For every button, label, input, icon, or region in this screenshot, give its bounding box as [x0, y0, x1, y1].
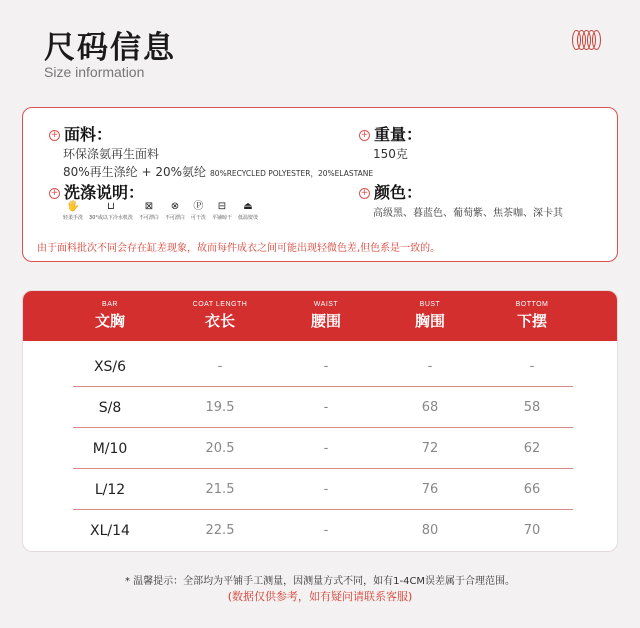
fabric-line2-row: [63, 161, 373, 180]
table-row: M/10 20.5 - 72 62: [73, 429, 573, 469]
dry-clean-icon: Ⓟ: [193, 201, 204, 212]
wash-symbol: ⊔ 30°或以下冷水机洗: [89, 201, 133, 221]
colors-value: 高级黑、暮蓝色、葡萄紫、焦茶咖、深卡其: [373, 208, 563, 219]
low-iron-icon: ⏏: [243, 201, 253, 212]
page-title: 尺码信息: [44, 30, 176, 66]
table-row: S/8 19.5 - 68 58: [73, 388, 573, 428]
wash-symbol: ⊟ 平铺晾干: [211, 201, 232, 221]
measurement-tip: * 温馨提示：全部均为平铺手工测量，因测量方式不同，如有1-4CM误差属于合理范围。: [124, 576, 516, 587]
row-divider: [73, 468, 573, 469]
column-header-coat-length: COAT LENGTH 衣长: [192, 301, 248, 330]
wash-symbol: 🖐 轻柔手洗: [63, 201, 84, 221]
plus-circle-icon: +: [50, 130, 59, 140]
row-divider: [73, 427, 573, 428]
row-divider: [73, 386, 573, 387]
plus-circle-icon: +: [50, 188, 59, 198]
fabric-heading-row: [49, 122, 112, 145]
column-header-bust: BUST 胸围: [414, 301, 445, 330]
color-difference-notice: 由于面料批次不同会存在缸差现象，故而每件成衣之间可能出现轻微色差,但色系是一致的。: [37, 243, 441, 254]
table-row: L/12 21.5 - 76 66: [73, 470, 573, 510]
no-bleach-icon: ⊠: [144, 201, 154, 212]
fabric-line2: 80%再生涤纶 + 20%氨纶: [63, 165, 207, 179]
row-divider: [73, 509, 573, 510]
table-row: XS/6 - - - -: [73, 347, 573, 387]
plus-circle-icon: +: [360, 130, 369, 140]
washing-icons: [63, 200, 258, 221]
table-row: XL/14 22.5 - 80 70: [90, 523, 541, 539]
weight-value: 150克: [373, 147, 408, 161]
table-header: [23, 291, 618, 341]
no-tumble-dry-icon: ⊗: [170, 201, 180, 212]
page-subtitle: Size information: [44, 64, 145, 80]
wash-symbol: ⏏ 低温熨烫: [237, 201, 258, 221]
rings-decoration: [572, 28, 604, 52]
weight-heading-row: [359, 122, 422, 145]
washing-heading: 洗涤说明：: [64, 183, 145, 202]
wash-symbol: Ⓟ 可干洗: [190, 201, 206, 221]
column-header-bar: BAR 文胸: [94, 301, 125, 330]
column-header-bottom: BOTTOM 下摆: [515, 301, 549, 330]
size-table: [22, 290, 618, 552]
reference-note: (数据仅供参考，如有疑问请联系客服): [227, 590, 413, 603]
colors-heading-row: [359, 180, 422, 203]
plus-circle-icon: +: [360, 188, 369, 198]
machine-wash-30-icon: ⊔: [107, 201, 115, 212]
hand-wash-icon: 🖐: [66, 201, 80, 212]
colors-heading: 颜色：: [374, 183, 423, 202]
fabric-heading: 面料：: [64, 125, 113, 144]
column-header-waist: WAIST 腰围: [310, 301, 341, 330]
weight-heading: 重量：: [374, 125, 423, 144]
product-info-panel: [22, 107, 618, 262]
wash-symbol: ⊗ 不可漂白: [164, 201, 185, 221]
wash-symbol: ⊠ 不可漂白: [138, 201, 159, 221]
fabric-line2-english: 80%RECYCLED POLYESTER，20%ELASTANE: [210, 169, 374, 178]
fabric-line1: 环保涤氨再生面料: [63, 147, 160, 161]
flat-dry-icon: ⊟: [217, 201, 227, 212]
